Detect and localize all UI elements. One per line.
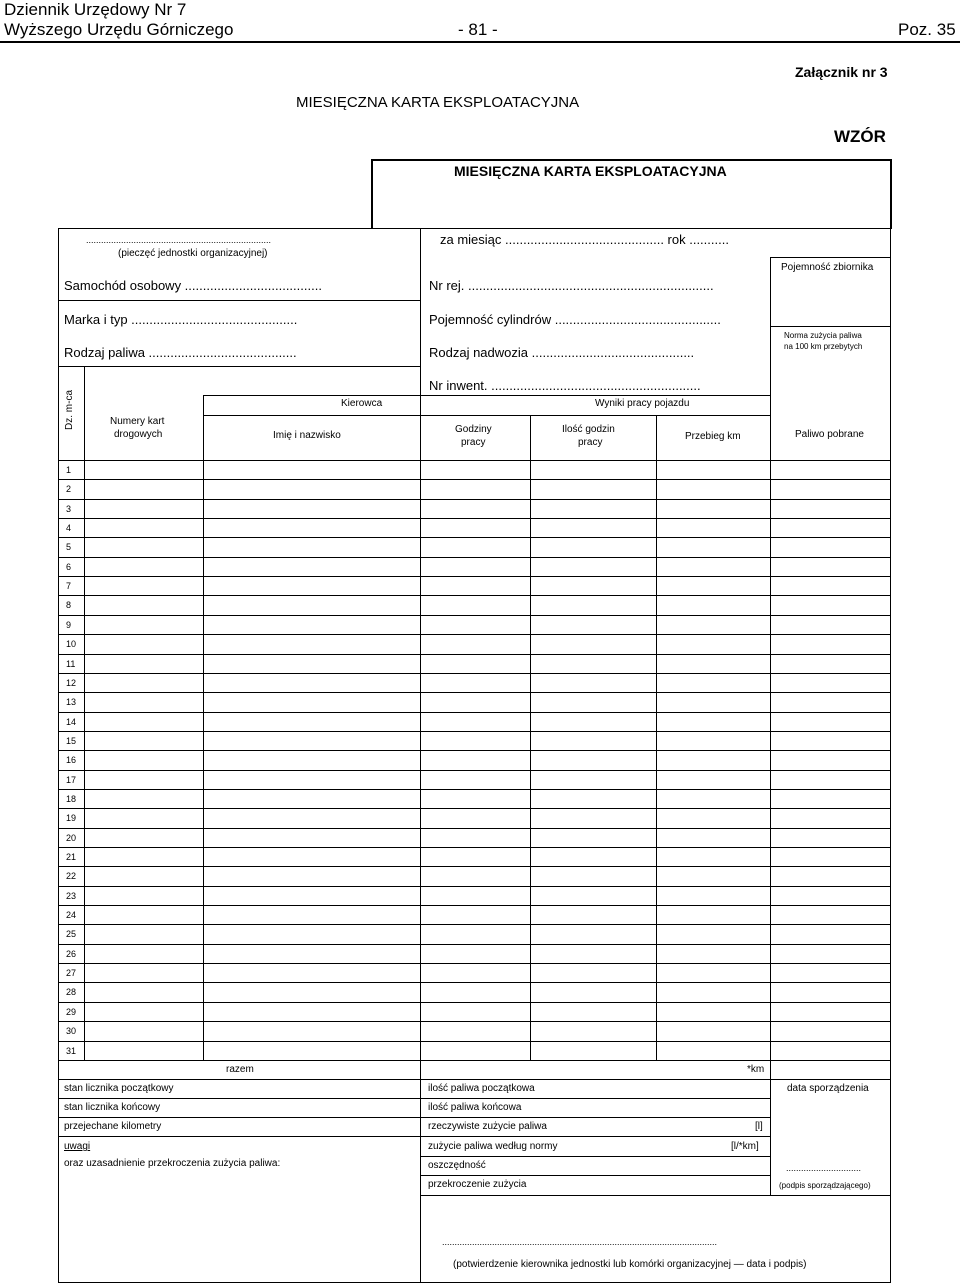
registration-field[interactable]: Nr rej. .................................................................... [429, 278, 714, 293]
day-number: 10 [66, 639, 77, 650]
total-label: razem [226, 1064, 254, 1075]
fuel-start-label: ilość paliwa początkowa [428, 1083, 535, 1094]
day-number: 28 [66, 987, 77, 998]
row-divider [58, 808, 891, 809]
cylinder-capacity-field[interactable]: Pojemność cylindrów .............................................. [429, 312, 721, 327]
day-number: 11 [66, 658, 76, 669]
day-number: 13 [66, 697, 77, 708]
row-divider [58, 673, 891, 674]
journal-subtitle: Wyższego Urzędu Górniczego [4, 20, 234, 39]
day-number: 24 [66, 910, 77, 921]
row-divider [58, 847, 891, 848]
row-divider [58, 615, 891, 616]
odometer-start-label: stan licznika początkowy [64, 1083, 174, 1094]
column-card-numbers-1: Numery kart [110, 416, 165, 427]
liters-per-km-unit: [l/*km] [731, 1141, 759, 1152]
row-divider [58, 944, 891, 945]
day-number: 7 [66, 581, 72, 592]
car-type-field[interactable]: Samochód osobowy ...................................... [64, 278, 322, 293]
column-driver-name: Imię i nazwisko [273, 430, 341, 441]
annex-label: Załącznik nr 3 [795, 64, 888, 80]
inventory-number-field[interactable]: Nr inwent. .......................................................... [429, 378, 701, 393]
day-number: 21 [66, 852, 77, 862]
day-number: 9 [66, 619, 72, 630]
day-number: 4 [66, 523, 72, 534]
day-number: 31 [66, 1045, 77, 1056]
day-number: 29 [66, 1006, 77, 1017]
row-divider [58, 1041, 891, 1042]
day-number: 14 [66, 716, 77, 727]
signature-dots[interactable]: .............................. [786, 1163, 862, 1173]
actual-consumption-label: rzeczywiste zużycie paliwa [428, 1121, 547, 1132]
row-divider [58, 479, 891, 480]
preparation-date-label: data sporządzenia [787, 1083, 869, 1094]
signature-label: (podpis sporządzającego) [779, 1181, 871, 1190]
day-number: 19 [66, 813, 77, 824]
day-number: 23 [66, 890, 77, 901]
km-unit-label: *km [747, 1064, 765, 1075]
justification-label: oraz uzasadnienie przekroczenia zużycia paliwa: [64, 1158, 281, 1169]
day-number: 16 [66, 755, 77, 766]
tank-capacity-label: Pojemność zbiornika [781, 262, 874, 273]
row-divider [58, 654, 891, 655]
row-divider [58, 828, 891, 829]
form-title: MIESIĘCZNA KARTA EKSPLOATACYJNA [454, 163, 727, 179]
row-divider [58, 770, 891, 771]
column-card-numbers-2: drogowych [114, 429, 163, 440]
row-divider [58, 499, 891, 500]
page-number: - 81 - [458, 20, 498, 39]
day-number: 17 [66, 774, 77, 785]
column-vehicle-results: Wyniki pracy pojazdu [595, 398, 690, 409]
day-number: 12 [66, 677, 77, 688]
header-rule [0, 41, 960, 43]
journal-title: Dziennik Urzędowy Nr 7 [4, 0, 187, 19]
day-number: 20 [66, 832, 77, 843]
row-divider [58, 924, 891, 925]
confirmation-dots[interactable]: .............................................................................................................. [442, 1237, 718, 1247]
column-day-of-month: Dz. m-ca [64, 390, 75, 430]
savings-label: oszczędność [428, 1160, 486, 1171]
day-number: 18 [66, 793, 77, 804]
row-divider [58, 595, 891, 596]
liters-unit: [l] [755, 1121, 763, 1132]
confirmation-label: (potwierdzenie kierownika jednostki lub komórki organizacyjnej — data i podpis) [453, 1259, 807, 1270]
day-number: 1 [66, 465, 72, 475]
stamp-dots: .......................................................................... [86, 235, 272, 245]
row-divider [58, 1021, 891, 1022]
row-divider [58, 692, 891, 693]
day-number: 30 [66, 1026, 77, 1037]
norm-consumption-label: zużycie paliwa według normy [428, 1141, 558, 1152]
row-divider [58, 982, 891, 983]
fuel-end-label: ilość paliwa końcowa [428, 1102, 522, 1113]
fuel-type-field[interactable]: Rodzaj paliwa ......................................... [64, 345, 297, 360]
row-divider [58, 518, 891, 519]
row-divider [58, 789, 891, 790]
day-number: 22 [66, 871, 77, 882]
column-hours-count-1: Ilość godzin [562, 424, 615, 435]
odometer-end-label: stan licznika końcowy [64, 1102, 161, 1113]
day-number: 25 [66, 929, 77, 940]
column-hours-count-2: pracy [578, 437, 603, 448]
row-divider [58, 963, 891, 964]
position-number: Poz. 35 [898, 20, 956, 39]
overconsumption-label: przekroczenie zużycia [428, 1179, 527, 1190]
row-divider [58, 712, 891, 713]
row-divider [58, 557, 891, 558]
column-driver: Kierowca [341, 398, 383, 409]
month-year-field[interactable]: za miesiąc ............................................ rok ........... [440, 232, 729, 247]
row-divider [58, 750, 891, 751]
row-divider [58, 1002, 891, 1003]
day-number: 2 [66, 484, 72, 495]
row-divider [58, 634, 891, 635]
row-divider [58, 537, 891, 538]
fuel-norm-label-2: na 100 km przebytych [784, 342, 863, 351]
column-mileage: Przebieg km [685, 431, 741, 442]
column-work-hours-2: pracy [461, 437, 486, 448]
make-model-field[interactable]: Marka i typ .............................................. [64, 312, 298, 327]
fuel-norm-label-1: Norma zużycia paliwa [784, 331, 862, 340]
day-number: 27 [66, 968, 77, 979]
day-number: 8 [66, 600, 72, 611]
remarks-label: uwagi [64, 1141, 91, 1152]
day-number: 5 [66, 542, 72, 553]
document-title: MIESIĘCZNA KARTA EKSPLOATACYJNA [296, 94, 580, 111]
row-divider [58, 731, 891, 732]
row-divider [58, 905, 891, 906]
column-fuel-taken: Paliwo pobrane [795, 429, 864, 440]
wzor-label: WZÓR [834, 127, 886, 146]
column-work-hours-1: Godziny [455, 424, 492, 435]
distance-driven-label: przejechane kilometry [64, 1121, 162, 1132]
body-type-field[interactable]: Rodzaj nadwozia ............................................. [429, 345, 695, 360]
day-number: 15 [66, 735, 77, 746]
day-number: 26 [66, 948, 77, 959]
row-divider [58, 886, 891, 887]
row-divider [58, 576, 891, 577]
stamp-label: (pieczęć jednostki organizacyjnej) [118, 248, 268, 259]
day-number: 6 [66, 561, 72, 572]
row-divider [58, 866, 891, 867]
day-number: 3 [66, 503, 72, 514]
